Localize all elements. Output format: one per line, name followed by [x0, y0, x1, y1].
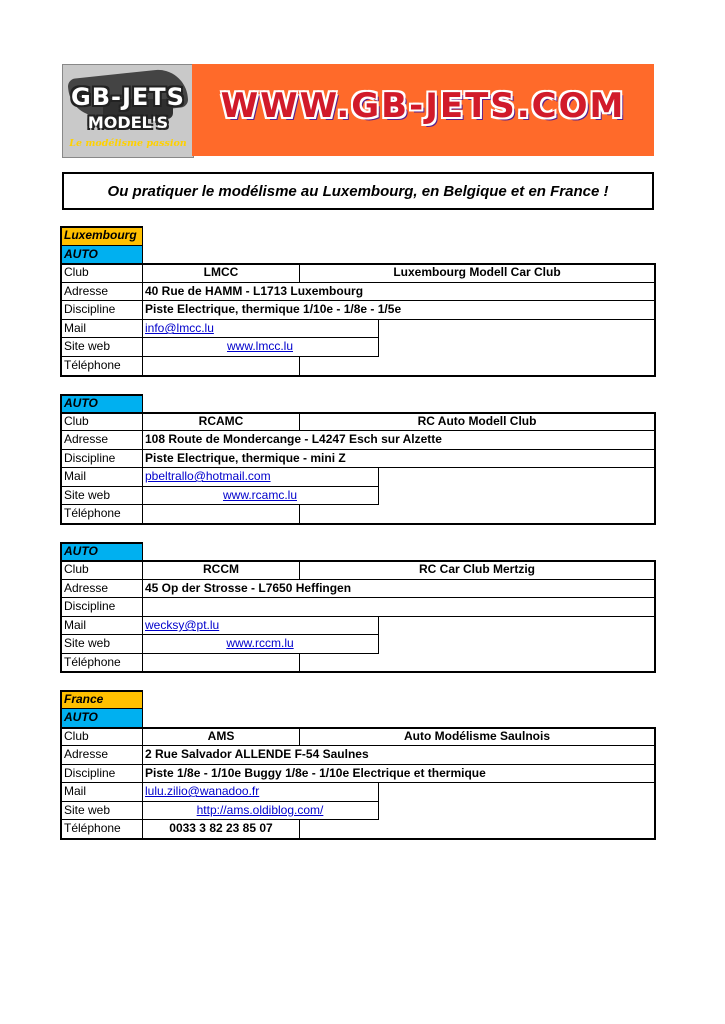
grid-line	[60, 653, 379, 654]
club-short-name: LMCC	[203, 265, 239, 279]
logo-text-line1: GB-JETS	[71, 83, 185, 111]
club-full-name: Auto Modélisme Saulnois	[403, 729, 550, 743]
club-website-link[interactable]: http://ams.oldiblog.com/	[196, 803, 324, 817]
label-adresse: Adresse	[64, 581, 109, 595]
label-club: Club	[64, 265, 89, 279]
grid-line	[654, 263, 656, 377]
club-email-link[interactable]: wecksy@pt.lu	[145, 618, 220, 632]
label-discipline: Discipline	[64, 451, 116, 465]
grid-line	[299, 560, 300, 580]
club-discipline: Piste Electrique, thermique - mini Z	[145, 451, 346, 465]
club-email-link[interactable]: pbeltrallo@hotmail.com	[145, 469, 271, 483]
grid-line	[142, 542, 143, 673]
club-address: 45 Op der Strosse - L7650 Heffingen	[145, 581, 352, 595]
grid-line	[60, 282, 656, 283]
grid-line	[60, 412, 656, 414]
club-discipline: Piste 1/8e - 1/10e Buggy 1/8e - 1/10e Electrique et thermique	[145, 766, 486, 780]
grid-line	[60, 226, 62, 377]
label-club: Club	[64, 414, 89, 428]
grid-line	[60, 745, 656, 746]
grid-line	[142, 226, 143, 377]
label-adresse: Adresse	[64, 284, 109, 298]
club-phone: 0033 3 82 23 85 07	[169, 821, 273, 835]
country-tag: France	[62, 691, 142, 709]
club-discipline: Piste Electrique, thermique 1/10e - 1/8e - 1/5e	[145, 302, 402, 316]
grid-line	[60, 782, 656, 783]
label-site-web: Site web	[64, 339, 111, 353]
logo-text-line2: MODEL'S	[87, 113, 169, 132]
grid-line	[60, 634, 379, 635]
grid-line	[60, 375, 656, 377]
grid-line	[60, 616, 656, 617]
label-discipline: Discipline	[64, 302, 116, 316]
grid-line	[60, 504, 379, 505]
label-telephone: Téléphone	[64, 821, 121, 835]
grid-line	[60, 819, 379, 820]
label-site-web: Site web	[64, 803, 111, 817]
grid-line	[299, 412, 300, 431]
club-website-link[interactable]: www.rcamc.lu	[222, 488, 297, 502]
club-website-link[interactable]: www.rccm.lu	[226, 636, 294, 650]
club-short-name: RCCM	[203, 562, 239, 576]
grid-line	[60, 597, 656, 598]
logo-tagline: Le modélisme passion	[69, 138, 187, 149]
grid-line	[654, 560, 656, 673]
grid-line	[60, 838, 656, 840]
label-mail: Mail	[64, 321, 87, 335]
grid-line	[299, 819, 300, 839]
grid-line	[299, 653, 300, 672]
grid-line	[60, 394, 62, 525]
grid-line	[60, 394, 143, 396]
grid-line	[60, 523, 656, 525]
club-short-name: RCAMC	[198, 414, 244, 428]
club-address: 40 Rue de HAMM - L1713 Luxembourg	[145, 284, 364, 298]
grid-line	[299, 356, 300, 376]
label-site-web: Site web	[64, 488, 111, 502]
label-site-web: Site web	[64, 636, 111, 650]
grid-line	[60, 337, 379, 338]
grid-line	[378, 616, 379, 654]
grid-line	[60, 319, 656, 320]
label-mail: Mail	[64, 784, 87, 798]
club-short-name: AMS	[207, 729, 235, 743]
label-adresse: Adresse	[64, 747, 109, 761]
page-title: Ou pratiquer le modélisme au Luxembourg, en Belgique et en France !	[107, 182, 609, 200]
club-email-link[interactable]: lulu.zilio@wanadoo.fr	[145, 784, 260, 798]
grid-line	[60, 226, 143, 228]
label-telephone: Téléphone	[64, 358, 121, 372]
website-banner	[192, 64, 654, 156]
grid-line	[60, 430, 656, 431]
grid-line	[60, 467, 656, 468]
label-club: Club	[64, 562, 89, 576]
club-website-link[interactable]: www.lmcc.lu	[226, 339, 293, 353]
club-full-name: RC Car Club Mertzig	[418, 562, 535, 576]
label-discipline: Discipline	[64, 599, 116, 613]
label-mail: Mail	[64, 469, 87, 483]
grid-line	[60, 560, 656, 562]
grid-line	[654, 412, 656, 525]
grid-line	[60, 263, 656, 265]
grid-line	[299, 263, 300, 283]
banner-url: WWW.GB-JETS.COM	[220, 86, 626, 126]
club-address: 108 Route de Mondercange - L4247 Esch sur Alzette	[145, 432, 442, 446]
gb-jets-logo	[62, 64, 194, 158]
grid-line	[60, 579, 656, 580]
grid-line	[60, 801, 379, 802]
grid-line	[60, 727, 656, 729]
label-adresse: Adresse	[64, 432, 109, 446]
grid-line	[142, 690, 143, 840]
country-tag: Luxembourg	[62, 227, 142, 245]
label-club: Club	[64, 729, 89, 743]
grid-line	[378, 467, 379, 505]
page-title-box	[62, 172, 654, 210]
grid-line	[60, 300, 656, 301]
grid-line	[654, 727, 656, 840]
grid-line	[60, 708, 143, 709]
grid-line	[60, 671, 656, 673]
category-tag: AUTO	[62, 543, 142, 561]
category-tag: AUTO	[62, 395, 142, 413]
label-telephone: Téléphone	[64, 655, 121, 669]
label-discipline: Discipline	[64, 766, 116, 780]
club-address: 2 Rue Salvador ALLENDE F-54 Saulnes	[145, 747, 369, 761]
grid-line	[142, 394, 143, 525]
grid-line	[60, 542, 62, 673]
grid-line	[60, 764, 656, 765]
grid-line	[60, 449, 656, 450]
category-tag: AUTO	[62, 709, 142, 727]
grid-line	[378, 782, 379, 820]
label-telephone: Téléphone	[64, 506, 121, 520]
grid-line	[378, 319, 379, 357]
grid-line	[299, 504, 300, 524]
grid-line	[60, 486, 379, 487]
category-tag: AUTO	[62, 246, 142, 264]
club-full-name: Luxembourg Modell Car Club	[393, 265, 561, 279]
grid-line	[60, 690, 143, 692]
club-full-name: RC Auto Modell Club	[417, 414, 537, 428]
grid-line	[60, 356, 379, 357]
label-mail: Mail	[64, 618, 87, 632]
grid-line	[60, 690, 62, 840]
grid-line	[60, 542, 143, 544]
grid-line	[60, 245, 143, 246]
club-email-link[interactable]: info@lmcc.lu	[145, 321, 214, 335]
grid-line	[299, 727, 300, 746]
